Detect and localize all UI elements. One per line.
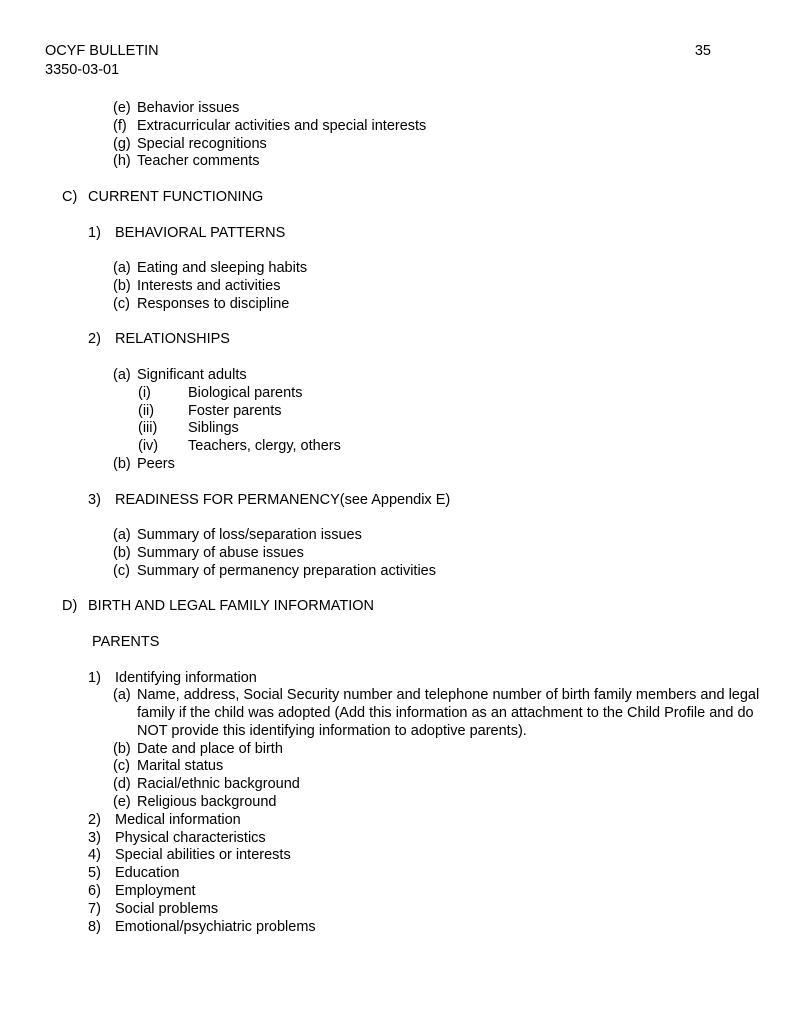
list-text: Behavior issues: [137, 100, 240, 116]
list-item: [0, 812, 791, 830]
spacer: [0, 581, 791, 599]
subsection-title: BEHAVIORAL PATTERNS: [115, 224, 286, 241]
list-marker: 7): [88, 900, 101, 917]
list-item: [0, 385, 791, 403]
list-marker: (i): [138, 384, 151, 401]
list-marker: (c): [113, 295, 130, 312]
list-item: [0, 438, 791, 456]
c3-item-list: [0, 527, 791, 580]
list-item: [0, 830, 791, 848]
list-marker: (ii): [138, 402, 155, 419]
list-marker: (a): [113, 527, 131, 544]
list-text: Teacher comments: [137, 153, 260, 170]
section-title: CURRENT FUNCTIONING: [88, 188, 264, 205]
list-text: Responses to discipline: [137, 295, 290, 312]
subsection-marker: 2): [88, 331, 101, 348]
spacer: [0, 242, 791, 260]
list-marker: 1): [88, 669, 101, 686]
previous-section-list: [0, 100, 791, 171]
d1-subitem-list: [0, 687, 791, 812]
spacer: [0, 207, 791, 225]
list-marker: (a): [113, 687, 131, 704]
section-marker: D): [62, 598, 78, 615]
list-marker: (a): [113, 260, 131, 277]
bulletin-title: OCYF BULLETIN: [45, 43, 159, 59]
list-item: [0, 260, 791, 278]
bulletin-number: 3350-03-01: [45, 62, 120, 78]
subheading-parents: PARENTS: [92, 633, 160, 650]
list-text: Marital status: [137, 758, 224, 775]
list-item: [0, 847, 791, 865]
list-item: [0, 919, 791, 937]
subsection-heading-c1: [0, 225, 791, 243]
list-item: [0, 118, 791, 136]
list-marker: 4): [88, 847, 101, 864]
list-text: Education: [115, 865, 180, 882]
list-text: Extracurricular activities and special interests: [137, 117, 427, 134]
list-marker: (f): [113, 117, 127, 134]
list-text: Peers: [137, 455, 175, 472]
list-item: [0, 670, 791, 688]
list-marker: 3): [88, 829, 101, 846]
section-heading-d: [0, 598, 791, 616]
list-item: [0, 296, 791, 314]
list-marker: (g): [113, 135, 131, 152]
list-item: [0, 100, 791, 118]
section-marker: C): [62, 188, 78, 205]
list-text: Employment: [115, 883, 196, 900]
list-marker: (a): [113, 366, 131, 383]
list-item: [0, 420, 791, 438]
list-marker: (b): [113, 544, 131, 561]
spacer: [0, 652, 791, 670]
subsection-title: RELATIONSHIPS: [115, 331, 230, 348]
list-marker: (c): [113, 758, 130, 775]
list-marker: (b): [113, 277, 131, 294]
subsection-heading-c2: [0, 331, 791, 349]
list-marker: (d): [113, 776, 131, 793]
page-number: 35: [694, 43, 711, 59]
list-text: Summary of abuse issues: [137, 544, 304, 561]
list-item: [0, 687, 791, 740]
list-text: Eating and sleeping habits: [137, 260, 308, 277]
d-numbered-list: [0, 812, 791, 937]
subsection-title: READINESS FOR PERMANENCY(see Appendix E): [115, 491, 451, 508]
list-text: Religious background: [137, 794, 277, 811]
spacer: [0, 616, 791, 634]
list-marker: 2): [88, 811, 101, 828]
list-marker: (e): [113, 100, 131, 116]
list-item: [0, 776, 791, 794]
document-body: [0, 100, 791, 936]
list-item: [0, 456, 791, 474]
c2-roman-list: [0, 385, 791, 456]
document-header: [45, 42, 711, 80]
list-item: [0, 794, 791, 812]
spacer: [0, 314, 791, 332]
list-text: Date and place of birth: [137, 740, 283, 757]
list-item: [0, 883, 791, 901]
spacer: [0, 349, 791, 367]
section-title: BIRTH AND LEGAL FAMILY INFORMATION: [88, 598, 375, 615]
list-marker: 8): [88, 918, 101, 935]
spacer: [0, 171, 791, 189]
list-item: [0, 527, 791, 545]
list-text: Special abilities or interests: [115, 847, 291, 864]
list-item: [0, 563, 791, 581]
list-marker: 5): [88, 865, 101, 882]
subsection-marker: 3): [88, 491, 101, 508]
list-text: Physical characteristics: [115, 829, 266, 846]
list-item: [0, 758, 791, 776]
list-text: Significant adults: [137, 366, 247, 383]
list-marker: (b): [113, 455, 131, 472]
section-heading-c: [0, 189, 791, 207]
list-text: Teachers, clergy, others: [188, 438, 341, 455]
list-item: [0, 741, 791, 759]
list-text: Summary of permanency preparation activities: [137, 562, 436, 579]
list-marker: (b): [113, 740, 131, 757]
list-text: Racial/ethnic background: [137, 776, 300, 793]
list-item: [0, 901, 791, 919]
list-item: [0, 403, 791, 421]
list-item: [0, 278, 791, 296]
list-item: [0, 865, 791, 883]
list-text: Siblings: [188, 420, 239, 437]
list-item: [0, 153, 791, 171]
list-text: Medical information: [115, 811, 241, 828]
list-text: Summary of loss/separation issues: [137, 527, 362, 544]
list-text: Name, address, Social Security number and telephone number of birth family members and legal family if the child was adopted (Add this information as an attachment to the Child Profile and do NOT provide this identifying information to adoptive parents).: [137, 687, 760, 739]
list-text: Foster parents: [188, 402, 282, 419]
c1-item-list: [0, 260, 791, 313]
list-item: [0, 367, 791, 385]
list-item: [0, 136, 791, 154]
spacer: [0, 509, 791, 527]
list-marker: 6): [88, 883, 101, 900]
list-marker: (iii): [138, 420, 158, 437]
list-text: Identifying information: [115, 669, 257, 686]
list-text: Social problems: [115, 900, 219, 917]
list-text: Emotional/psychiatric problems: [115, 918, 316, 935]
list-marker: (iv): [138, 438, 159, 455]
list-marker: (h): [113, 153, 131, 170]
list-text: Interests and activities: [137, 277, 281, 294]
list-item: [0, 545, 791, 563]
list-marker: (c): [113, 562, 130, 579]
spacer: [0, 474, 791, 492]
list-marker: (e): [113, 794, 131, 811]
list-text: Special recognitions: [137, 135, 267, 152]
list-text: Biological parents: [188, 384, 303, 401]
subsection-marker: 1): [88, 224, 101, 241]
subsection-heading-c3: [0, 492, 791, 510]
